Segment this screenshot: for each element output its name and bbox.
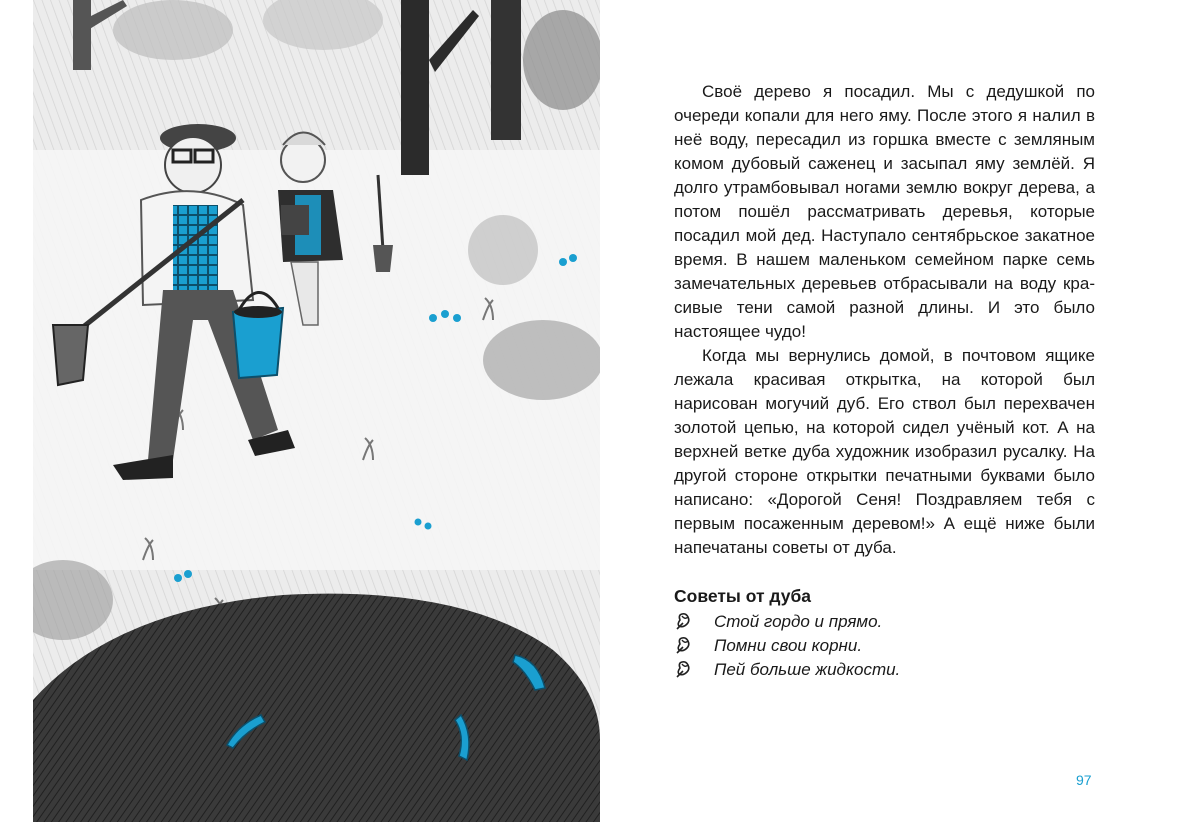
tips-list [674, 610, 1095, 682]
illustration-drawing [33, 0, 600, 822]
list-item [674, 658, 1095, 682]
acorn-icon [674, 660, 696, 680]
tip-text: Стой гордо и прямо. [714, 612, 883, 631]
tip-text: Помни свои корни. [714, 636, 863, 655]
list-item [674, 610, 1095, 634]
page-number: 97 [1076, 772, 1092, 788]
tip-text: Пей больше жидкости. [714, 660, 901, 679]
acorn-icon [674, 636, 696, 656]
illustration [33, 0, 600, 822]
acorn-icon [674, 612, 696, 632]
paragraph-1: Своё дерево я посадил. Мы с дедушкой по очереди копали для него яму. После этого я налил в неё воду, пересадил из горшка вместе с земляным комом дубовый саженец и засыпал яму землёй. Я долго утрамбовывал ногами землю вокруг дерева, а потом пошёл рассматривать деревья, которые посадил мой дед. Наступало сентябрьское закатное время. В нашем маленьком семейном парке семь замечательных деревьев отбрасывали на воду красивые тени самой разной длины. И это было настоящее чудо! [674, 82, 1095, 341]
text-page [674, 80, 1095, 682]
list-item [674, 634, 1095, 658]
tips-heading: Советы от дуба [674, 586, 812, 606]
paragraph-2: Когда мы вернулись домой, в почтовом ящике лежала красивая открытка, на которой был нарисован могучий дуб. Его ствол был перехвачен золотой цепью, на которой сидел учёный кот. А на верхней ветке дуба художник изобразил русалку. На другой стороне открытки печатными буквами было написано: «Дорогой Сеня! Поздравляем тебя с первым посаженным деревом!» А ещё ниже были напечатаны советы от дуба. [674, 346, 1095, 557]
